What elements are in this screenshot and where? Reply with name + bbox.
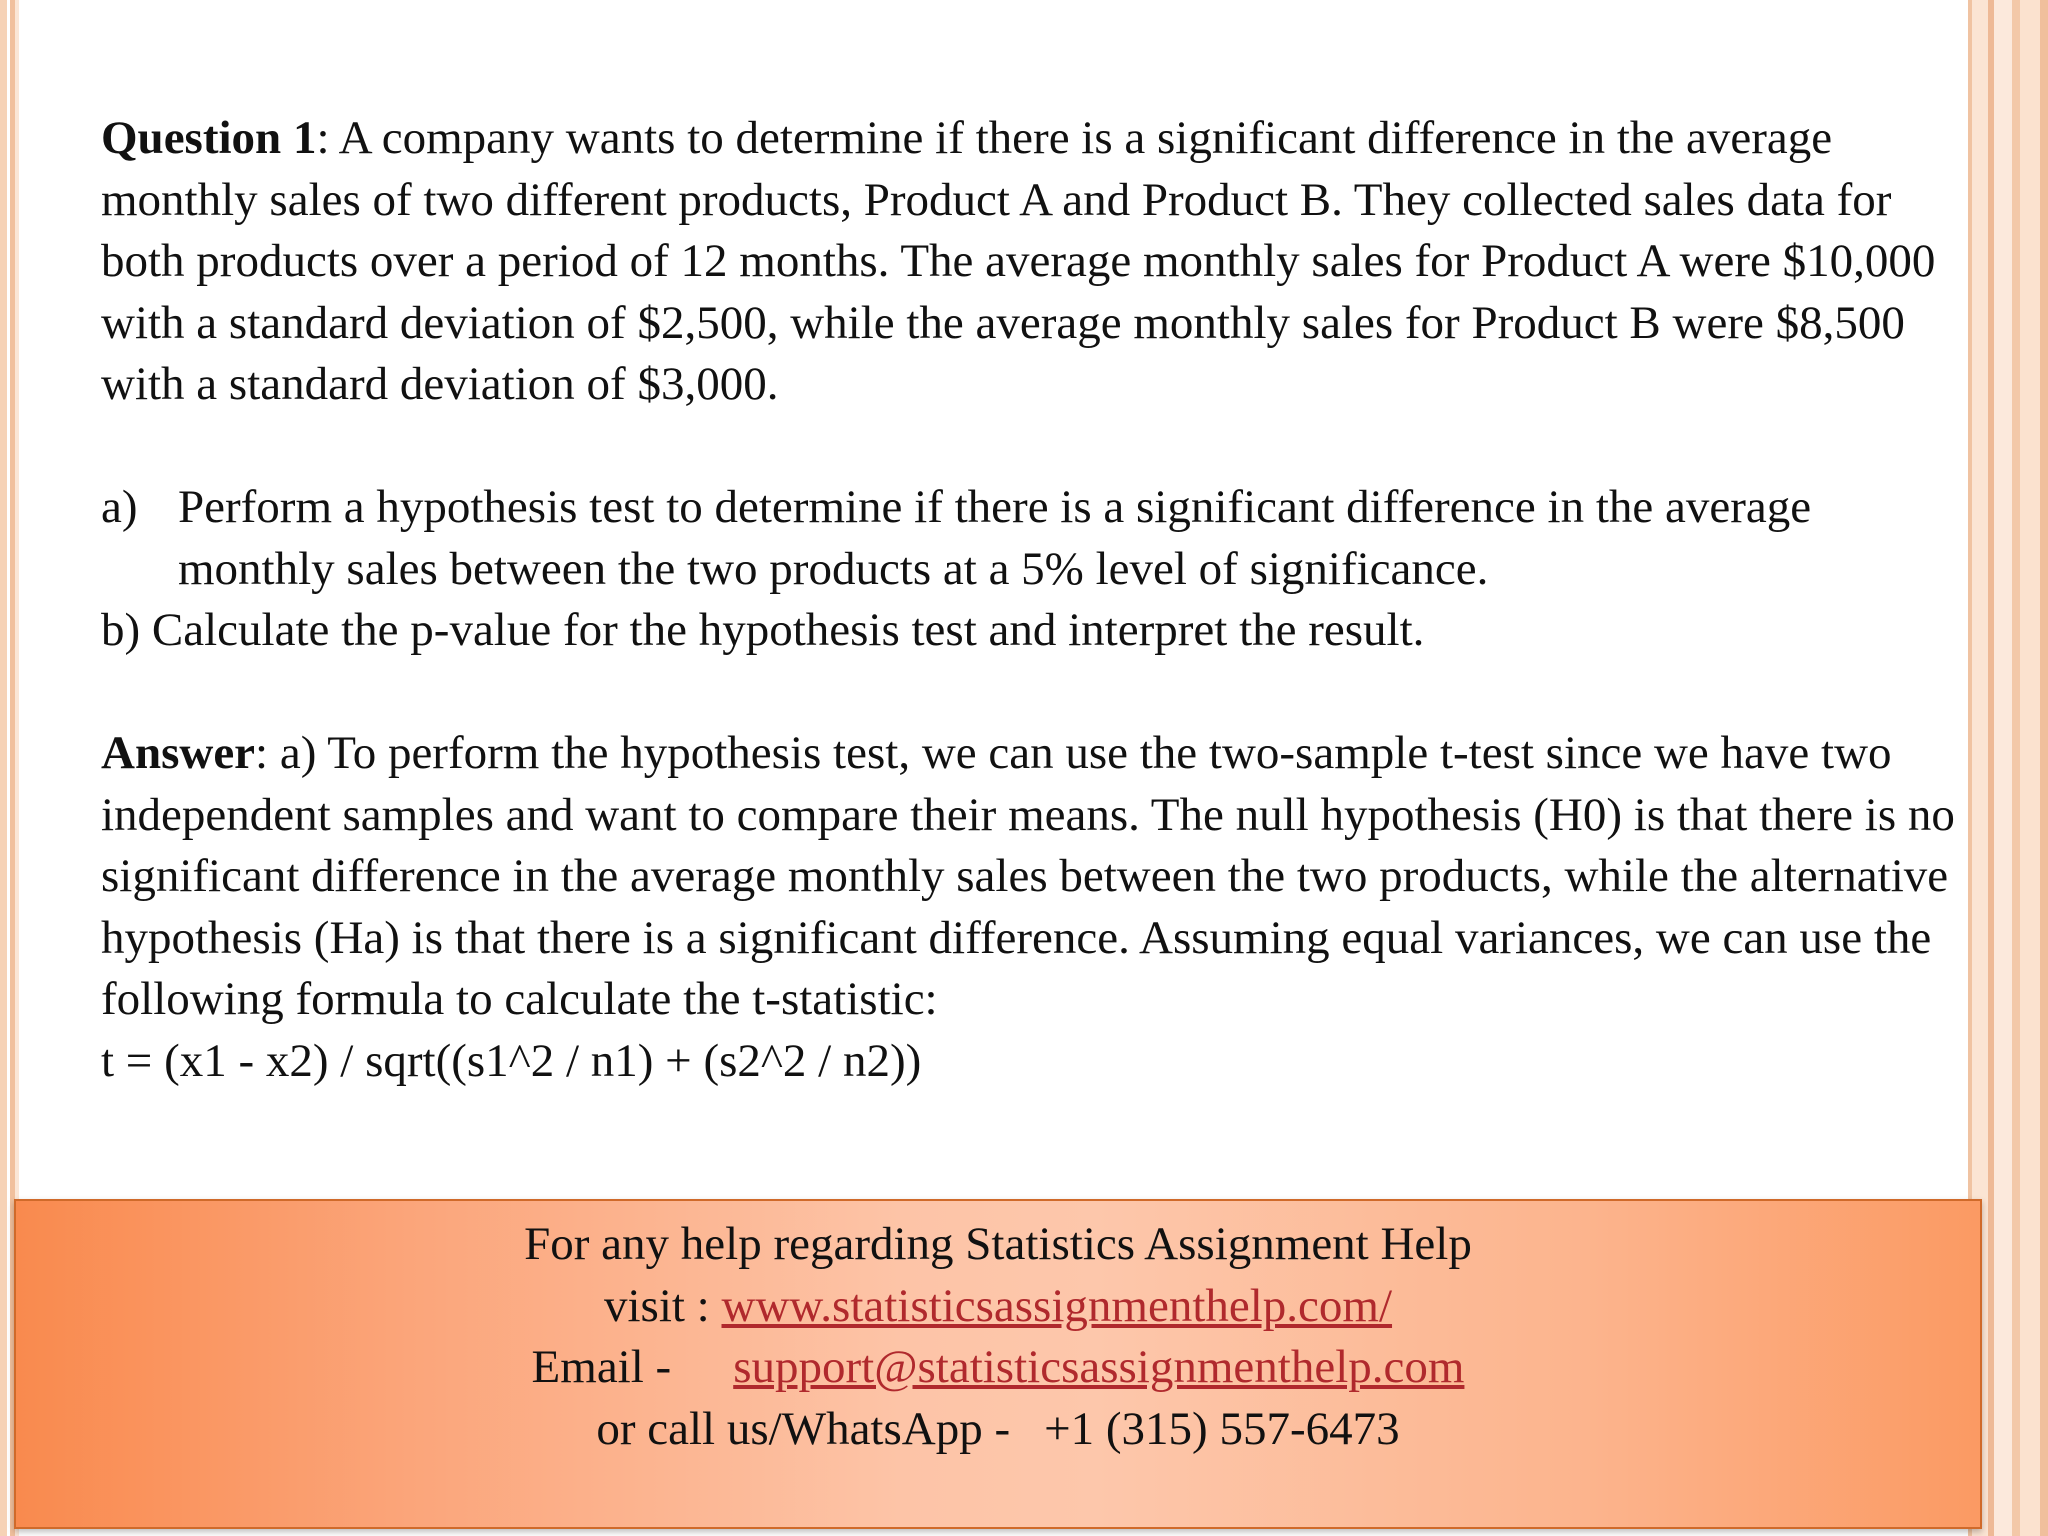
question-paragraph — [101, 108, 1971, 416]
footer-line-visit — [16, 1276, 1980, 1338]
answer-paragraph — [101, 723, 1971, 1031]
answer-text: : a) To perform the hypothesis test, we can use the two-sample t-test since we have two independent samples and want to compare their means. The null hypothesis (H0) is that there is no significant difference in the average monthly sales between the two products, while the alternative hypothesis (Ha) is that there is a significant difference. Assuming equal variances, we can use the following formula to calculate the t-statistic: — [101, 727, 1955, 1025]
call-label: or call us/WhatsApp - — [596, 1402, 1011, 1455]
visit-label: visit : — [603, 1279, 722, 1332]
website-link[interactable]: www.statisticsassignmenthelp.com/ — [721, 1279, 1393, 1332]
part-a — [101, 477, 1971, 600]
answer-formula: t = (x1 - x2) / sqrt((s1^2 / n1) + (s2^2 / n2)) — [101, 1034, 922, 1087]
contact-footer — [14, 1199, 1982, 1529]
part-b-text: b) Calculate the p-value for the hypothesis test and interpret the result. — [101, 604, 1425, 656]
phone-number: +1 (315) 557-6473 — [1044, 1402, 1400, 1455]
question-label: Question 1 — [101, 112, 317, 164]
spacer — [101, 416, 1971, 478]
answer-label: Answer — [101, 727, 256, 779]
slide-content — [101, 108, 1971, 1092]
footer-line-email — [16, 1337, 1980, 1399]
question-text: : A company wants to determine if there is a significant difference in the average monthly sales of two different products, Product A and Product B. They collected sales data for both products over a period of 12 months. The average monthly sales for Product A were $10,000 with a standard deviation of $2,500, while the average monthly sales for Product B were $8,500 with a standard deviation of $3,000. — [101, 112, 1936, 410]
footer-line-call — [16, 1399, 1980, 1461]
email-link[interactable]: support@statisticsassignmenthelp.com — [733, 1341, 1465, 1393]
part-a-text: Perform a hypothesis test to determine if there is a significant difference in the average monthly sales between the two products at a 5% level of significance. — [178, 481, 1812, 595]
email-label: Email - — [531, 1341, 672, 1393]
spacer — [101, 662, 1971, 724]
part-a-marker: a) — [101, 481, 138, 533]
footer-line-1: For any help regarding Statistics Assignment Help — [524, 1218, 1472, 1270]
footer-text — [16, 1214, 1980, 1460]
